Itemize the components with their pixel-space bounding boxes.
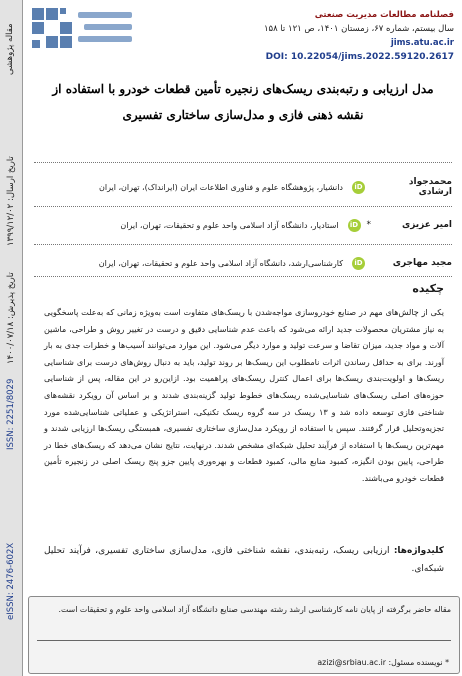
orcid-icon[interactable]: iD <box>352 181 365 194</box>
side-bar <box>0 0 23 676</box>
received-date: تاریخ ارسال: ۱۳۹۹/۱۲/۰۲ <box>6 156 16 246</box>
author-name: امیر عزیزی <box>401 220 452 230</box>
doi-link[interactable]: DOI: 10.22054/jims.2022.59120.2617 <box>265 52 454 62</box>
email-link[interactable]: azizi@srbiau.ac.ir <box>317 658 386 667</box>
footnote-text: مقاله حاضر برگرفته از پایان نامه کارشناسی ارشد رشته مهندسی صنایع دانشگاه آزاد اسلامی واحد علوم و تحقیقات است. <box>58 605 451 614</box>
author-row <box>34 206 452 244</box>
journal-url-link[interactable]: jims.atu.ac.ir <box>390 38 454 48</box>
journal-name: فصلنامه مطالعات مدیریت صنعتی <box>314 10 454 20</box>
article-type-label: مقاله پژوهشی <box>5 23 15 75</box>
author-affiliation: دانشیار، پژوهشگاه علوم و فناوری اطلاعات ایران (ایرانداک)، تهران، ایران <box>98 182 343 192</box>
divider <box>34 276 452 277</box>
eissn-label: eISSN: 2476-602X <box>6 542 16 620</box>
footnote-divider <box>37 640 451 641</box>
paper-title: مدل ارزیابی و رتبه‌بندی ریسک‌های زنجیره تأمین قطعات خودرو با استفاده از نقشه ذهنی فازی و مدل‌سازی ساختاری تفسیری <box>52 82 434 122</box>
divider <box>34 244 452 245</box>
corresponding-author <box>317 658 449 667</box>
footnote-box <box>28 596 460 674</box>
paper-page <box>24 0 462 676</box>
university-logo-icon <box>28 4 138 56</box>
author-affiliation: استادیار، دانشگاه آزاد اسلامی واحد علوم و تحقیقات، تهران، ایران <box>120 220 339 230</box>
divider <box>34 206 452 207</box>
author-name: مجید مهاجری <box>392 258 452 268</box>
keywords-block <box>44 542 444 578</box>
orcid-icon[interactable]: iD <box>348 219 361 232</box>
journal-header <box>194 8 454 64</box>
author-affiliation: کارشناسی‌ارشد، دانشگاه آزاد اسلامی واحد علوم و تحقیقات، تهران، ایران <box>98 258 343 268</box>
author-list <box>34 168 452 282</box>
accepted-date: تاریخ پذیرش: ۱۴۰۰/۰۷/۱۸ <box>6 272 16 364</box>
issn-label: ISSN: 2251/8029 <box>6 378 16 450</box>
abstract-text: یکی از چالش‌های مهم در صنایع خودروسازی مواجه‌شدن با ریسک‌های متفاوت است به‌ویژه زمانی که به‌علت پاسخگویی به نیاز مشتریان محصولات جدید ارائه می‌شود که باعث عدم شناسایی دقیق و درست در تغییر روش و طراحی، ماشین آلات و مواد جدید، میزان تقاضا و سرعت تولید و موارد دیگر می‌شود. این موارد می‌توانند آسیب‌ها و خطرات جدی به بار آورند. برای به حداقل رساندن اثرات نامطلوب این ریسک‌ها بر روند تولید، باید به دنبال روش‌های درست برای شناسایی ریسک‌ها و اولویت‌بندی ریسک‌ها برای اعمال کنترل ریسک‌های پراهمیت بود. ازاین‌رو در این مقاله، پس از شناسایی حوزه‌های اصلی ریسک‌های شناسایی‌شده ریسک‌های خطوط تولید گزینه‌بندی شدند و بر اساس آن رویکرد نقشه‌های شناختی فازی توسعه داده شد و ۱۳ ریسک در سه گروه ریسک تکنیکی، استراتژیکی و عملیاتی شناسایی‌شده مورد تجزیه‌وتحلیل قرار گرفتند. سپس با استفاده از رویکرد مدل‌سازی ساختاری تفسیری، همبستگی ریسک‌ها ارزیابی شدند و مهم‌ترین ریسک‌ها با استفاده از فرآیند تحلیل شبکه‌ای مشخص شدند. درنهایت، نتایج نشان می‌دهد که ریسک‌های خطا در طراحی، پایین بودن انگیزه، کمبود منابع مالی، کمبود قطعات و بهره‌وری پایین جزو پنج ریسک اصلی در زنجیره تأمین قطعات خودرو می‌باشند. <box>44 307 444 483</box>
divider <box>34 162 452 163</box>
keywords-label: کلیدواژه‌ها: <box>393 546 444 556</box>
author-name: محمدجواد ارشادی <box>408 177 452 197</box>
keywords-list: ارزیابی ریسک، رتبه‌بندی، نقشه شناختی فازی، مدل‌سازی ساختاری تفسیری، فرآیند تحلیل شبکه‌ای. <box>44 546 444 574</box>
orcid-icon[interactable]: iD <box>352 257 365 270</box>
abstract-heading: چکیده <box>412 282 444 295</box>
issue-info: سال بیستم، شماره ۶۷، زمستان ۱۴۰۱، ص ۱۲۱ تا ۱۵۸ <box>263 24 454 34</box>
author-row <box>34 168 452 206</box>
corresponding-star: * <box>366 220 371 230</box>
corresponding-label: * نویسنده مسئول: <box>388 658 449 667</box>
